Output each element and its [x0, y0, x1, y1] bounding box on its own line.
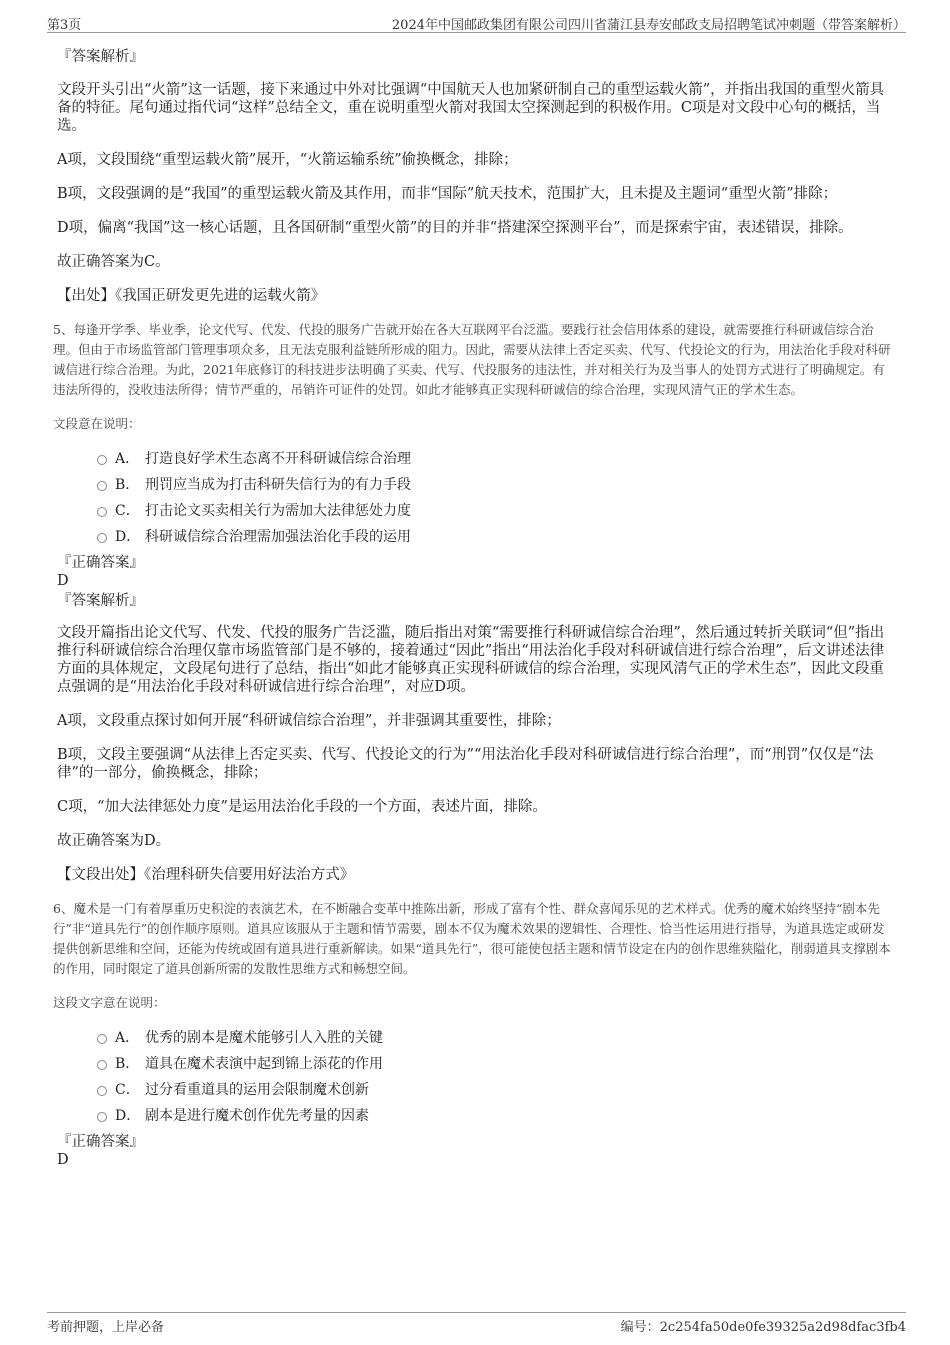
q5-prompt: 文段意在说明： [53, 416, 141, 431]
q5-option-c-analysis: C项，“加大法律惩处力度”是运用法治化手段的一个方面，表述片面，排除。 [57, 799, 547, 815]
q5-option-b-analysis: B项，文段主要强调“从法律上否定买卖、代写、代投论文的行为”“用法治化手段对科研诚信进行综合治理”，而“刑罚”仅仅是“法律”的一部分，偷换概念，排除； [57, 747, 874, 781]
q6-option-d[interactable]: D． 剧本是进行魔术创作优先考量的因素 [97, 1103, 895, 1129]
q5-option-c[interactable]: C． 打击论文买卖相关行为需加大法律惩处力度 [97, 498, 895, 524]
q6-option-a[interactable]: A． 优秀的剧本是魔术能够引人入胜的关键 [97, 1025, 895, 1051]
footer-slogan: 考前押题，上岸必备 [47, 1320, 165, 1335]
page-number: 第3页 [47, 18, 82, 33]
radio-icon[interactable] [97, 507, 107, 517]
q6-option-b[interactable]: B． 道具在魔术表演中起到锦上添花的作用 [97, 1051, 895, 1077]
radio-icon[interactable] [97, 1060, 107, 1070]
document-body [53, 44, 895, 1169]
q5-analysis-text: 文段开篇指出论文代写、代发、代投的服务广告泛滥，随后指出对策“需要推行科研诚信综合治理”，然后通过转折关联词“但”指出推行科研诚信综合治理仅靠市场监管部门是不够的，接着通过“因此”指出“用法治化手段对科研诚信进行综合治理”，后文讲述法律方面的具体规定，文段尾句进行了总结，指出“如此才能够真正实现科研诚信的综合治理，实现风清气正的学术生态”，因此文段重点强调的是“用法治化手段对科研诚信进行综合治理”，对应D项。 [57, 625, 885, 695]
q5-options [97, 446, 895, 550]
q6-answer-label: 『正确答案』 [57, 1134, 144, 1150]
q4-analysis-label: 『答案解析』 [57, 49, 144, 65]
page-footer [47, 1312, 906, 1335]
radio-icon[interactable] [97, 1112, 107, 1122]
q4-analysis-text: 文段开头引出“火箭”这一话题，接下来通过中外对比强调“中国航天人也加紧研制自己的重型运载火箭”，并指出我国的重型火箭具备的特征。尾句通过指代词“这样”总结全文，重在说明重型火箭对我国太空探测起到的积极作用。C项是对文段中心句的概括，当选。 [57, 82, 885, 134]
q5-option-a-analysis: A项，文段重点探讨如何开展“科研诚信综合治理”，并非强调其重要性，排除； [57, 713, 561, 729]
document-title: 2024年中国邮政集团有限公司四川省蒲江县寿安邮政支局招聘笔试冲刺题（带答案解析） [391, 18, 906, 33]
q4-option-a-analysis: A项，文段围绕“重型运载火箭”展开，“火箭运输系统”偷换概念，排除； [57, 152, 518, 168]
radio-icon[interactable] [97, 455, 107, 465]
footer-serial: 编号：2c254fa50de0fe39325a2d98dfac3fb4 [620, 1320, 906, 1335]
q5-option-a[interactable]: A． 打造良好学术生态离不开科研诚信综合治理 [97, 446, 895, 472]
page-header [47, 12, 906, 33]
q5-stem: 5、每逢开学季、毕业季，论文代写、代发、代投的服务广告就开始在各大互联网平台泛滥。要践行社会信用体系的建设，就需要推行科研诚信综合治理。但由于市场监管部门管理事项众多，且无法克服利益链所形成的阻力。因此，需要从法律上否定买卖、代写、代投论文的行为，用法治化手段对科研诚信进行综合治理。为此，2021年底修订的科技进步法明确了买卖、代写、代投服务的违法性，并对相关行为及当事人的处罚方式进行了明确规定。有违法所得的，没收违法所得；情节严重的，吊销许可证件的处罚。如此才能够真正实现科研诚信的综合治理，实现风清气正的学术生态。 [53, 322, 891, 397]
q6-option-c[interactable]: C． 过分看重道具的运用会限制魔术创新 [97, 1077, 895, 1103]
q5-answer: D [57, 573, 69, 589]
radio-icon[interactable] [97, 1034, 107, 1044]
q4-source: 【出处】《我国正研发更先进的运载火箭》 [57, 288, 326, 304]
q5-option-b[interactable]: B． 刑罚应当成为打击科研失信行为的有力手段 [97, 472, 895, 498]
q4-option-d-analysis: D项，偏离“我国”这一核心话题，且各国研制“重型火箭”的目的并非“搭建深空探测平台”，而是探索宇宙，表述错误，排除。 [57, 220, 853, 236]
q5-conclusion: 故正确答案为D。 [57, 833, 171, 849]
q5-source: 【文段出处】《治理科研失信要用好法治方式》 [57, 867, 355, 883]
q6-answer: D [57, 1152, 69, 1168]
q5-option-d[interactable]: D． 科研诚信综合治理需加强法治化手段的运用 [97, 524, 895, 550]
q5-answer-label: 『正确答案』 [57, 555, 144, 571]
q4-conclusion: 故正确答案为C。 [57, 254, 170, 270]
radio-icon[interactable] [97, 1086, 107, 1096]
radio-icon[interactable] [97, 481, 107, 491]
radio-icon[interactable] [97, 533, 107, 543]
q6-options [97, 1025, 895, 1129]
q5-analysis-label: 『答案解析』 [57, 593, 144, 609]
q6-stem: 6、魔术是一门有着厚重历史积淀的表演艺术，在不断融合变革中推陈出新，形成了富有个性、群众喜闻乐见的艺术样式。优秀的魔术始终坚持“剧本先行”非“道具先行”的创作顺序原则。道具应该服从于主题和情节需要，剧本不仅为魔术效果的逻辑性、合理性、恰当性运用进行指导，为道具选定或研发提供创新思维和空间，还能为传统或固有道具进行重新解读。如果“道具先行”，很可能使包括主题和情节设定在内的创作思维狭隘化，削弱道具支撑剧本的作用，同时限定了道具创新所需的发散性思维方式和畅想空间。 [53, 901, 891, 976]
q6-prompt: 这段文字意在说明： [53, 995, 166, 1010]
q4-option-b-analysis: B项，文段强调的是“我国”的重型运载火箭及其作用，而非“国际”航天技术，范围扩大，且未提及主题词“重型火箭”排除； [57, 186, 838, 202]
